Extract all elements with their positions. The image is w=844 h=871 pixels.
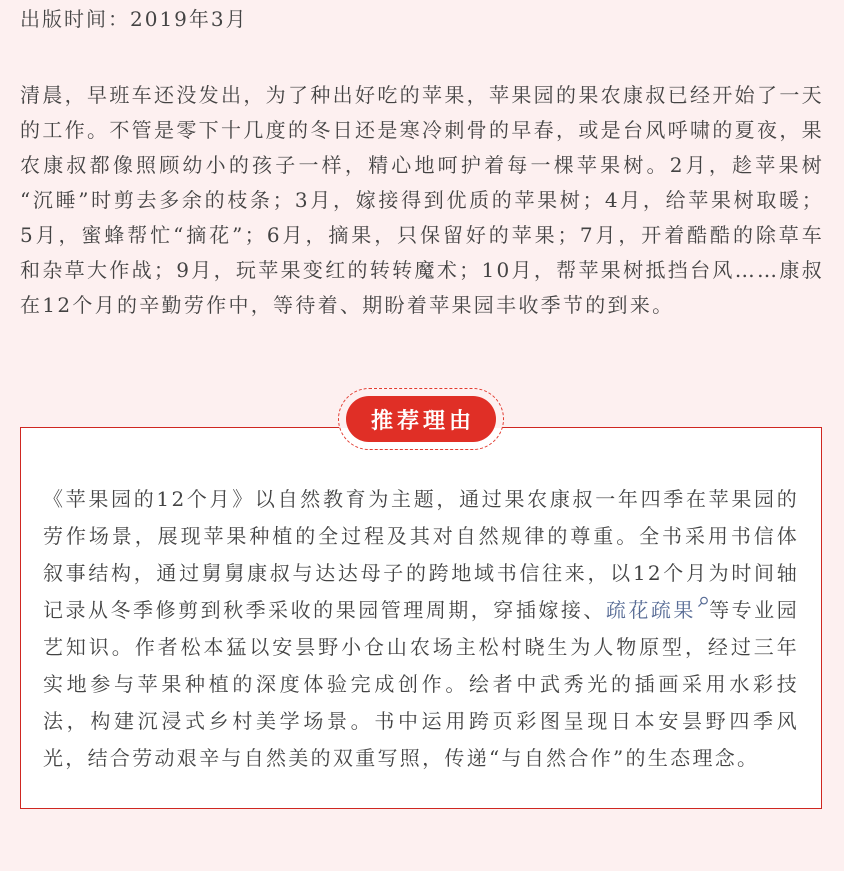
recommendation-text bbox=[43, 481, 799, 777]
publish-date: 出版时间：2019年3月 bbox=[20, 7, 248, 31]
intro-paragraph: 清晨，早班车还没发出，为了种出好吃的苹果，苹果园的果农康叔已经开始了一天的工作。不管是零下十几度的冬日还是寒冷刺骨的早春，或是台风呼啸的夏夜，果农康叔都像照顾幼小的孩子一样，精心地呵护着每一棵苹果树。2月，趁苹果树“沉睡”时剪去多余的枝条；3月，嫁接得到优质的苹果树；4月，给苹果树取暖；5月，蜜蜂帮忙“摘花”；6月，摘果，只保留好的苹果；7月，开着酷酷的除草车和杂草大作战；9月，玩苹果变红的转转魔术；10月，帮苹果树抵挡台风……康叔在12个月的辛勤劳作中，等待着、期盼着苹果园丰收季节的到来。 bbox=[20, 83, 824, 317]
recommendation-badge bbox=[338, 388, 504, 450]
recommendation-badge-pill bbox=[346, 396, 496, 442]
search-icon bbox=[697, 596, 709, 608]
recommendation-text-part2: 等专业园艺知识。作者松本猛以安昙野小仓山农场主松村晓生为人物原型，经过三年实地参与苹果种植的深度体验完成创作。绘者中武秀光的插画采用水彩技法，构建沉浸式乡村美学场景。书中运用跨页彩图呈现日本安昙野四季风光，结合劳动艰辛与自然美的双重写照，传递“与自然合作”的生态理念。 bbox=[43, 598, 799, 770]
recommendation-text-part1: 《苹果园的12个月》以自然教育为主题，通过果农康叔一年四季在苹果园的劳作场景，展现苹果种植的全过程及其对自然规律的尊重。全书采用书信体叙事结构，通过舅舅康叔与达达母子的跨地域书信往来，以12个月为时间轴记录从冬季修剪到秋季采收的果园管理周期，穿插嫁接、 bbox=[43, 487, 799, 622]
recommendation-box bbox=[20, 407, 822, 809]
search-term-label: 疏花疏果 bbox=[605, 598, 696, 622]
search-term-link[interactable] bbox=[606, 598, 709, 622]
recommendation-badge-label: 推荐理由 bbox=[370, 407, 475, 433]
